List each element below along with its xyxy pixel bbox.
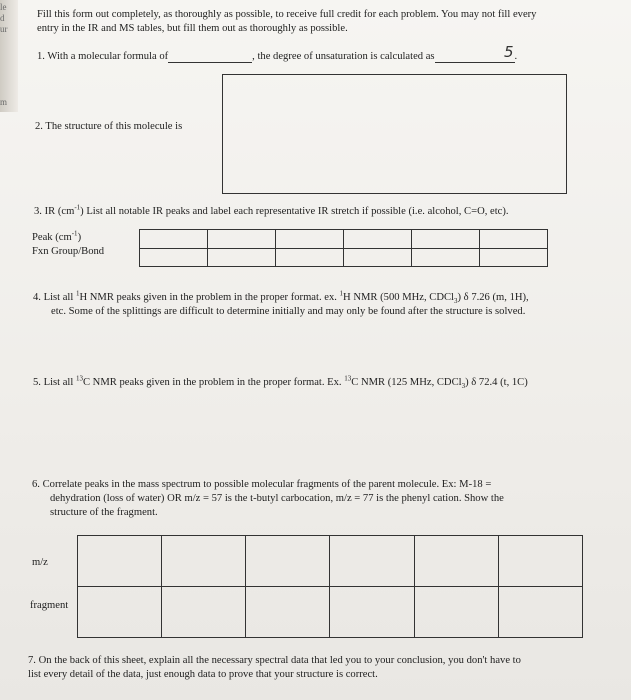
- q5-d: ) δ 72.4 (t, 1C): [465, 377, 528, 388]
- handwritten-answer: 5: [504, 43, 514, 61]
- ms-row-label-mz: m/z: [32, 557, 48, 568]
- ms-cell[interactable]: [414, 587, 498, 638]
- question-4-line-1: [33, 291, 529, 304]
- question-1: 1. With a molecular formula of , the degree of unsaturation is calculated as .: [37, 51, 518, 62]
- ms-fragment-row: [78, 587, 583, 638]
- ms-cell[interactable]: [414, 536, 498, 587]
- edge-letter: m: [0, 97, 8, 107]
- question-3: [34, 205, 509, 218]
- question-6-line-1: 6. Correlate peaks in the mass spectrum to possible molecular fragments of the parent molecule. Ex: M-18 =: [32, 479, 492, 490]
- ir-fxn-row: [140, 248, 548, 267]
- ir-cell[interactable]: [276, 248, 344, 267]
- ms-mz-row: [78, 536, 583, 587]
- edge-letter: ur: [0, 24, 8, 34]
- degree-of-unsaturation-blank[interactable]: [435, 62, 515, 63]
- q5-sup: 13: [75, 374, 83, 383]
- ir-cell[interactable]: [140, 248, 208, 267]
- edge-letter: le: [0, 2, 7, 12]
- ir-cell[interactable]: [140, 230, 208, 249]
- q4-d: ) δ 7.26 (m, 1H),: [457, 292, 529, 303]
- q4-b: H NMR peaks given in the problem in the proper format. ex.: [79, 292, 340, 303]
- q3-lead: 3. IR (cm: [34, 206, 75, 217]
- q3-sup: -1: [74, 203, 81, 212]
- ir-cell[interactable]: [412, 230, 480, 249]
- adjacent-page-edge: [0, 0, 18, 112]
- question-6-line-2: dehydration (loss of water) OR m/z = 57 is the t-butyl carbocation, m/z = 77 is the phenyl cation. Show the: [50, 493, 504, 504]
- molecular-formula-blank[interactable]: [168, 62, 252, 63]
- ms-cell[interactable]: [498, 536, 582, 587]
- question-1-middle: , the degree of unsaturation is calculated as: [252, 51, 435, 62]
- q5-b: C NMR peaks given in the problem in the proper format. Ex.: [82, 377, 345, 388]
- ms-cell[interactable]: [330, 536, 414, 587]
- ir-row-label-peak: [32, 231, 81, 244]
- question-2: 2. The structure of this molecule is: [35, 121, 183, 132]
- q4-sup: 1: [75, 289, 80, 298]
- ir-cell[interactable]: [208, 230, 276, 249]
- question-7-line-2: list every detail of the data, just enough data to prove that your structure is correct.: [28, 669, 378, 680]
- question-1-prefix: 1. With a molecular formula of: [37, 51, 169, 62]
- q3-rest: ) List all notable IR peaks and label each representative IR stretch if possible (i.e. alcohol, C=O, etc).: [80, 206, 509, 217]
- structure-drawing-box[interactable]: [222, 74, 567, 194]
- ir-cell[interactable]: [480, 230, 548, 249]
- question-7-line-1: 7. On the back of this sheet, explain all the necessary spectral data that led you to your conclusion, you don't have to: [28, 655, 521, 666]
- q5-c: C NMR (125 MHz, CDCl: [351, 377, 462, 388]
- q4-c: H NMR (500 MHz, CDCl: [343, 292, 454, 303]
- q5-a: 5. List all: [33, 377, 76, 388]
- ms-cell[interactable]: [78, 536, 162, 587]
- ir-peak-end: ): [77, 232, 82, 243]
- ir-cell[interactable]: [276, 230, 344, 249]
- ir-cell[interactable]: [208, 248, 276, 267]
- ir-cell[interactable]: [412, 248, 480, 267]
- question-6-line-3: structure of the fragment.: [50, 507, 158, 518]
- question-4-line-2: etc. Some of the splittings are difficult to determine initially and may only be found after the structure is solved.: [51, 306, 526, 317]
- ms-cell[interactable]: [78, 587, 162, 638]
- q4-sup2: 1: [339, 289, 344, 298]
- question-5: [33, 376, 528, 389]
- ms-cell[interactable]: [246, 536, 330, 587]
- ir-peak-label: Peak (cm: [32, 232, 72, 243]
- edge-letter: d: [0, 13, 5, 23]
- q4-a: 4. List all: [33, 292, 76, 303]
- ir-cell[interactable]: [344, 248, 412, 267]
- ms-cell[interactable]: [498, 587, 582, 638]
- ir-cell[interactable]: [344, 230, 412, 249]
- ms-cell[interactable]: [162, 587, 246, 638]
- ir-peak-sup: -1: [71, 229, 78, 238]
- instructions-line-2: entry in the IR and MS tables, but fill them out as thoroughly as possible.: [37, 23, 348, 34]
- q5-sup2: 13: [344, 374, 352, 383]
- q5-sub: 3: [461, 382, 466, 391]
- ir-cell[interactable]: [480, 248, 548, 267]
- ms-cell[interactable]: [162, 536, 246, 587]
- q4-sub: 3: [454, 297, 458, 306]
- ms-cell[interactable]: [246, 587, 330, 638]
- ir-row-label-fxn: Fxn Group/Bond: [32, 246, 105, 257]
- ms-cell[interactable]: [330, 587, 414, 638]
- ms-row-label-fragment: fragment: [30, 600, 69, 611]
- instructions-line-1: Fill this form out completely, as thoroughly as possible, to receive full credit for each problem. You may not fill every: [37, 9, 537, 20]
- ir-table: [139, 229, 548, 267]
- ir-peak-row: [140, 230, 548, 249]
- mass-spec-table: [77, 535, 583, 638]
